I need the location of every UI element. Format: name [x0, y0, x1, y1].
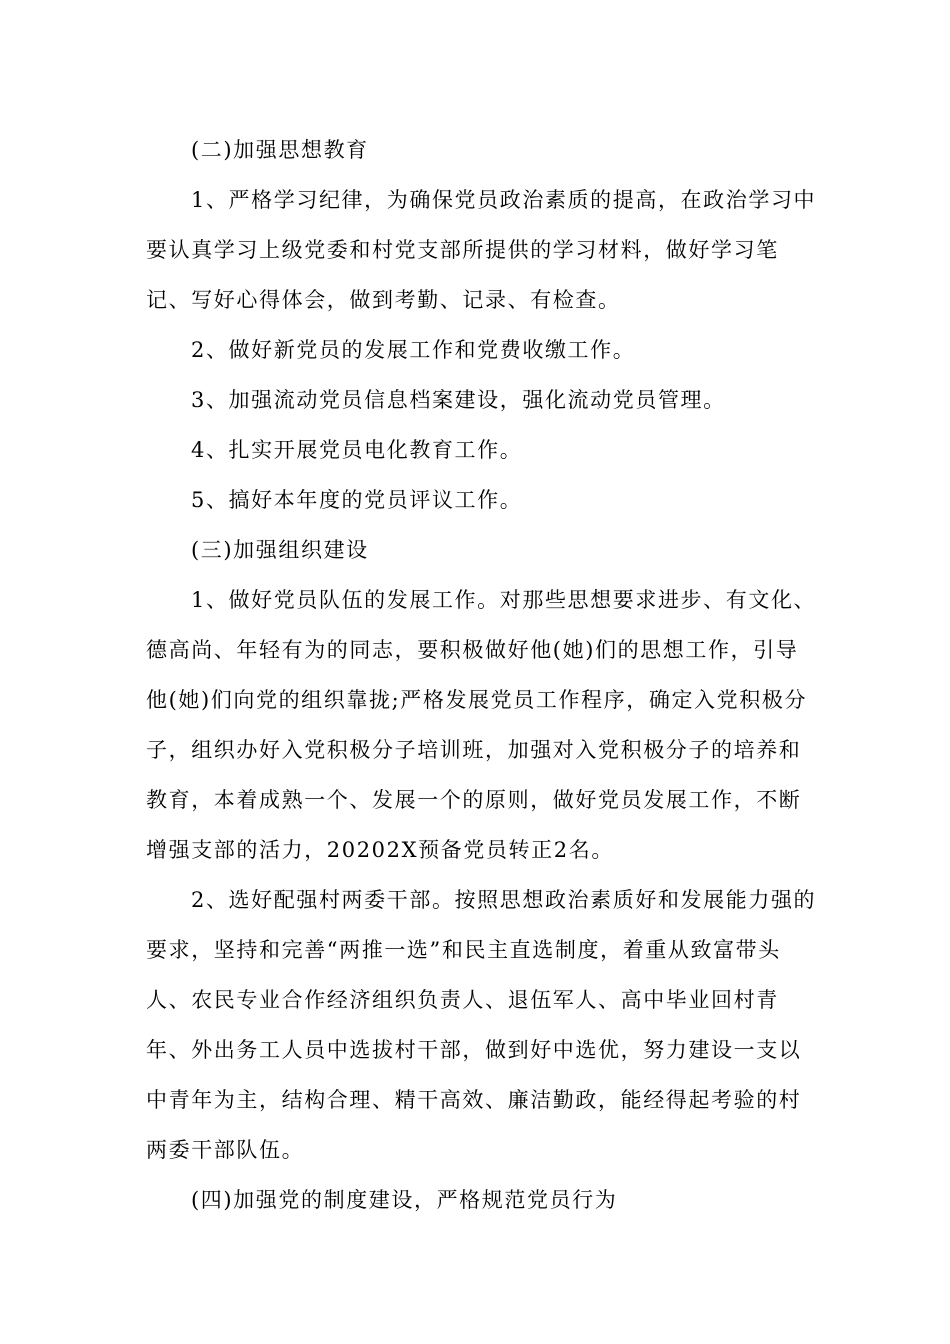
text-line: 4、扎实开展党员电化教育工作。 [191, 438, 523, 462]
section-heading-3: (三)加强组织建设 [191, 538, 369, 562]
text-line: 2、做好新党员的发展工作和党费收缴工作。 [191, 338, 636, 362]
text-line: 增强支部的活力，20202X预备党员转正2名。 [146, 838, 614, 862]
text-line: 年、外出务工人员中选拔村干部，做到好中选优，努力建设一支以 [146, 1038, 802, 1062]
text-line: 3、加强流动党员信息档案建设，强化流动党员管理。 [191, 388, 726, 412]
text-line: 子，组织办好入党积极分子培训班，加强对入党积极分子的培养和 [146, 738, 802, 762]
text-line: 要认真学习上级党委和村党支部所提供的学习材料，做好学习笔 [146, 238, 779, 262]
text-line: 1、严格学习纪律，为确保党员政治素质的提高，在政治学习中 [191, 188, 817, 212]
section-heading-4: (四)加强党的制度建设，严格规范党员行为 [191, 1188, 618, 1212]
text-line: 德高尚、年轻有为的同志，要积极做好他(她)们的思想工作，引导 [146, 638, 799, 662]
text-line: 记、写好心得体会，做到考勤、记录、有检查。 [146, 288, 621, 312]
text-line: 人、农民专业合作经济组织负责人、退伍军人、高中毕业回村青 [146, 988, 779, 1012]
text-line: 他(她)们向党的组织靠拢;严格发展党员工作程序，确定入党积极分 [146, 688, 808, 712]
text-line: 两委干部队伍。 [146, 1138, 305, 1162]
text-line: 1、做好党员队伍的发展工作。对那些思想要求进步、有文化、 [191, 588, 817, 612]
text-line: 要求，坚持和完善“两推一选”和民主直选制度，着重从致富带头 [146, 938, 781, 962]
text-line: 2、选好配强村两委干部。按照思想政治素质好和发展能力强的 [191, 888, 817, 912]
text-line: 5、搞好本年度的党员评议工作。 [191, 488, 523, 512]
section-heading-2: (二)加强思想教育 [191, 138, 369, 162]
text-line: 教育，本着成熟一个、发展一个的原则，做好党员发展工作，不断 [146, 788, 802, 812]
text-line: 中青年为主，结构合理、精干高效、廉洁勤政，能经得起考验的村 [146, 1088, 802, 1112]
